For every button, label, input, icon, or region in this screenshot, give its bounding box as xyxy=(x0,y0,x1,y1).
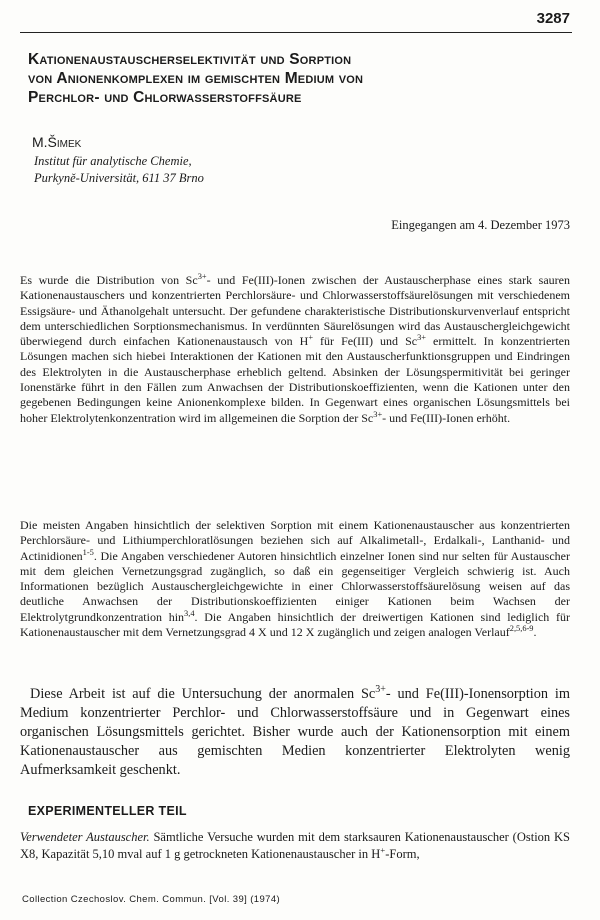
reference-superscript: 3,4 xyxy=(184,608,195,618)
aim-text: - und Fe(III)-Ionensorption im Medium konzentrierter Perchlor- und Chlorwasserstoffsäure und in Gegenwart eines organischen Lösungsmittels gerichtet. Bisher wurde auch der Kationensorption mit einem Kationenaustauscher aus gemischten Medien konzentrierter Elektrolyten wenig Aufmerksamkeit geschenkt. xyxy=(20,686,570,778)
article-title xyxy=(28,50,570,107)
section-heading-experimental: EXPERIMENTELLER TEIL xyxy=(28,804,187,818)
journal-citation: Collection Czechoslov. Chem. Commun. [Vol. 39] (1974) xyxy=(22,894,281,905)
received-date: Eingegangen am 4. Dezember 1973 xyxy=(391,218,570,232)
abstract-text: für Fe(III) und Sc xyxy=(313,334,418,349)
charge-superscript: 3+ xyxy=(417,333,426,343)
intro-text: . xyxy=(533,625,537,640)
page-number: 3287 xyxy=(536,10,570,27)
title-line: von Anionenkomplexen im gemischten Medium von xyxy=(28,70,364,87)
experimental-text: -Form, xyxy=(385,847,420,861)
charge-superscript: + xyxy=(308,333,314,343)
abstract-text: - und Fe(III)-Ionen zwischen der Austauscherphase eines stark sauren Kationenaustauschers und konzentrierten Perchlorsäure- und Chlorwasserstoffsäurelösungen mit verschiedenem Essigsäure- und Äthanolgehalt untersucht. Der gefundene charakteristische Distributionskurvenverlauf entspricht dem unterschiedlichen Sorptionsmechanismus. In verdünnten Säurelösungen wird das Austauschergleichgewicht überwiegend durch einfachen Kationenaustausch von H xyxy=(20,273,570,349)
charge-superscript: 3+ xyxy=(197,272,207,281)
intro-paragraph xyxy=(20,518,570,640)
reference-superscript: 2,5,6-9 xyxy=(509,624,534,634)
affiliation-university: Purkyně-Universität, 611 37 Brno xyxy=(34,171,204,185)
author-name: M.Šimek xyxy=(32,134,82,150)
charge-superscript: 3+ xyxy=(375,684,386,696)
charge-superscript: + xyxy=(380,844,386,855)
subsection-lead: Verwendeter Austauscher. xyxy=(20,830,150,844)
intro-text: Die meisten Angaben hinsichtlich der selektiven Sorption mit einem Kationenaustauscher aus konzentrierten Perchlorsäure- und Lithiumperchloratlösungen beziehen sich auf Alkalimetall-, Erdalkali-, Lanthanid- und Actinidionen xyxy=(20,518,570,563)
title-line: Kationenaustauscherselektivität und Sorption xyxy=(28,51,352,68)
charge-superscript: 3+ xyxy=(373,409,383,419)
abstract-text: - und Fe(III)-Ionen erhöht. xyxy=(382,410,511,425)
affiliation xyxy=(34,153,204,187)
aim-paragraph xyxy=(20,685,570,780)
title-line: Perchlor- und Chlorwasserstoffsäure xyxy=(28,89,302,106)
abstract-text: ermittelt. In konzentrierten Lösungen machen sich hiebei Interaktionen der Kationen mit den Austauscherfunktionsgruppen und Eindringen des Elektrolyten in die Austauscherphase erheblich geltend. Absinken der Lösungspermitivität bei geringer Ionenstärke führt in den Fällen zum Anwachsen der Distributionskoeffizienten, wenn die Kationen unter den gegebenen Bedingungen keine Anionenkomplexe bilden. In Gegenwart eines organischen Lösungsmittels bei hoher Elektrolytenkonzentration wird im allgemeinen die Sorption der Sc xyxy=(20,334,570,425)
experimental-text: Sämtliche Versuche wurden mit dem starksauren Kationenaustauscher (Ostion KS X8, Kapazität 5,10 mval auf 1 g getrockneten Kationenaustauscher in H xyxy=(20,830,570,861)
abstract xyxy=(20,273,570,426)
intro-text: . Die Angaben verschiedener Autoren hinsichtlich einzelner Ionen sind nur selten für Austauscher mit dem gleichen Vernetzungsgrad zugänglich, so daß ein gegenseitiger Vergleich schwierig ist. Auch Informationen bezüglich Austauschergleichgewichte in einer Chlorwasserstoffsäurelösung weisen auf das deutliche Anwachsen der Distributionskoeffizienten einiger Kationen beim Wachsen der Elektrolytgrundkonzentration hin xyxy=(20,548,570,624)
header-rule xyxy=(20,32,572,33)
abstract-text: Es wurde die Distribution von Sc xyxy=(20,273,198,287)
affiliation-institute: Institut für analytische Chemie, xyxy=(34,154,192,168)
experimental-paragraph xyxy=(20,829,570,863)
aim-text: Diese Arbeit ist auf die Untersuchung der anormalen Sc xyxy=(30,686,376,702)
intro-text: . Die Angaben hinsichtlich der dreiwertigen Kationen sind lediglich für Kationenaustauscher mit dem Vernetzungsgrad 4 X und 12 X zugänglich und zeigen analogen Verlauf xyxy=(20,609,571,640)
reference-superscript: 1-5 xyxy=(82,547,94,557)
